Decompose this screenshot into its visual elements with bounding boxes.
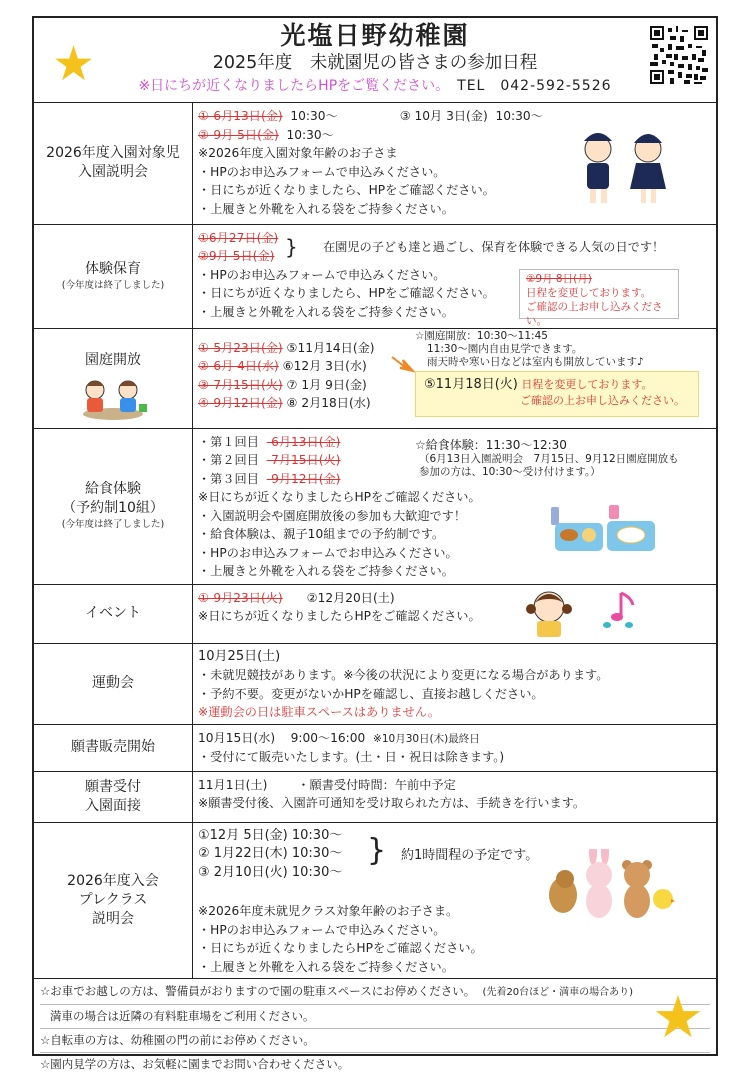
footer-line: ☆自転車の方は、幼稚園の門の前にお停めください。 bbox=[40, 1029, 710, 1053]
date-struck: ②-6月 4日(水) bbox=[198, 359, 279, 373]
label-text: 体験保育 bbox=[85, 260, 141, 277]
teien-change-box bbox=[415, 371, 699, 417]
preclass-line: ・上履きと外靴を入れる袋をご持参ください。 bbox=[198, 959, 454, 974]
uketsuke-line: ※願書受付後、入園許可通知を受け取られた方は、手続きを行います。 bbox=[198, 796, 586, 810]
date: ③ 2月10日(火) 10:30～ bbox=[198, 864, 343, 880]
animals-illustration bbox=[545, 849, 675, 923]
taiken-change-box bbox=[519, 269, 679, 327]
header bbox=[34, 18, 716, 103]
label-text: （予約制10組） bbox=[62, 500, 164, 516]
preclass-side: 約1時間程の予定です。 bbox=[401, 847, 539, 863]
date-struck: ①-5月23日(金) bbox=[198, 340, 283, 355]
time: 10:30～ bbox=[286, 127, 334, 142]
event-line: ※日にちが近くなりましたらHPをご確認ください。 bbox=[198, 609, 481, 623]
row-gansho-uketsuke bbox=[34, 771, 716, 822]
date-struck: -6月13日(金) bbox=[266, 434, 341, 449]
label-sub: (今年度は終了しました) bbox=[61, 279, 165, 291]
label-gansho-uketsuke: 願書受付 入園面接 bbox=[34, 771, 193, 822]
label-sub: (今年度は終了しました) bbox=[61, 519, 165, 530]
date: ①12月 5日(金) 10:30～ bbox=[198, 827, 343, 843]
page-subtitle: 2025年度 未就園児の皆さまの参加日程 bbox=[212, 53, 538, 73]
note-line: （6月13日入園説明会 7月15日、9月12日園庭開放も bbox=[419, 452, 679, 465]
label-taiken bbox=[34, 224, 193, 328]
note-line: ☆園庭開放：10:30～11:45 bbox=[415, 329, 548, 342]
schedule-table bbox=[34, 103, 716, 979]
taiken-side: 在園児の子ども達と過ごし、保育を体験できる人気の日です！ bbox=[323, 239, 665, 254]
setsumei-line: ※2026年度入園対象年齢のお子さま bbox=[198, 146, 398, 160]
hanbai-line: ・受付にて販売いたします。(土・日・祝日は除きます。) bbox=[198, 750, 505, 764]
date: 10月25日(土) bbox=[198, 648, 281, 664]
row-preclass bbox=[34, 822, 716, 979]
content-gansho-uketsuke bbox=[193, 771, 717, 822]
qr-code bbox=[650, 26, 708, 84]
setsumei-line: ・日にちが近くなりましたら、HPをご確認ください。 bbox=[198, 183, 495, 197]
taiken-line: ・上履きと外靴を入れる袋をご持参ください。 bbox=[198, 304, 454, 319]
preclass-line: ・日にちが近くなりましたらHPをご確認ください。 bbox=[198, 941, 483, 955]
box-date: ②9月 8日(月) bbox=[526, 272, 592, 285]
row-setsumei bbox=[34, 103, 716, 224]
star-icon: ★ bbox=[652, 983, 704, 1051]
time: 10:30～ bbox=[495, 109, 543, 123]
undokai-line: ・予約不要。変更がないかHPを確認し、直接お越しください。 bbox=[198, 686, 544, 701]
label-gansho-hanbai: 願書販売開始 bbox=[34, 724, 193, 771]
date-struck: ②9月 5日(金) bbox=[198, 249, 275, 263]
label-event: イベント bbox=[34, 584, 193, 643]
content-gansho-hanbai bbox=[193, 724, 717, 771]
kyushoku-line: ・入園説明会や園庭開放後の参加も大歓迎です！ bbox=[198, 508, 467, 523]
preclass-line: ・HPのお申込みフォームで申込みください。 bbox=[198, 922, 446, 937]
tel-number: TEL 042-592-5526 bbox=[457, 78, 612, 94]
children-illustration bbox=[73, 376, 153, 420]
box-text: ご確認の上お申し込みください。 bbox=[520, 393, 685, 407]
taiken-line: ・日にちが近くなりましたら、HPをご確認ください。 bbox=[198, 286, 495, 300]
kyushoku-line: ・HPのお申込みフォームでお申込みください。 bbox=[198, 545, 458, 560]
date: ③ 10月 3日(金) bbox=[399, 109, 488, 123]
time: ・願書受付時間：午前中予定 bbox=[297, 777, 456, 792]
schedule-frame bbox=[32, 16, 718, 1071]
taiken-line: ・HPのお申込みフォームで申込みください。 bbox=[198, 267, 446, 282]
note-line: 11:30～園内自由見学できます。 bbox=[427, 342, 583, 355]
time: 9:00～16:00 bbox=[290, 730, 366, 745]
footer-small: (先着20台ほど・満車の場合あり) bbox=[482, 987, 634, 998]
date-struck: ③-7月15日(火) bbox=[198, 377, 283, 392]
row-taiken bbox=[34, 224, 716, 328]
date-struck: -9月12日(金) bbox=[266, 471, 341, 486]
round: ・第３回目 bbox=[198, 471, 259, 486]
label-text: 園庭開放 bbox=[85, 351, 141, 368]
row-gansho-hanbai bbox=[34, 724, 716, 771]
undokai-warning: ※運動会の日は駐車スペースはありません。 bbox=[198, 705, 440, 719]
note: ※10月30日(木)最終日 bbox=[373, 732, 480, 745]
date-struck: ①-6月13日(金) bbox=[198, 109, 283, 123]
date: ②12月20日(土) bbox=[306, 590, 395, 605]
date: 11月1日(土) bbox=[198, 777, 268, 792]
girl-illustration bbox=[519, 587, 579, 639]
kyushoku-line: ※日にちが近くなりましたらHPをご確認ください。 bbox=[198, 490, 481, 504]
date-struck: -7月15日(火) bbox=[266, 453, 341, 467]
teien-note bbox=[415, 330, 644, 369]
kyushoku-note bbox=[415, 437, 679, 479]
setsumei-line: ・HPのお申込みフォームで申込みください。 bbox=[198, 164, 446, 179]
date-struck: ①-9月23日(火) bbox=[198, 590, 283, 605]
content-undokai bbox=[193, 643, 717, 724]
note-line: ☆給食体験：11:30～12:30 bbox=[415, 437, 567, 452]
kyushoku-line: ・上履きと外靴を入れる袋をご持参ください。 bbox=[198, 564, 454, 578]
kyushoku-line: ・給食体験は、親子10組までの予約制です。 bbox=[198, 527, 445, 541]
star-icon: ★ bbox=[52, 36, 96, 92]
row-event bbox=[34, 584, 716, 643]
date-struck: ④-9月12日(金) bbox=[198, 396, 283, 410]
note-line: 参加の方は、10:30～受け付けます。） bbox=[419, 465, 601, 478]
bracket-icon: } bbox=[367, 832, 387, 868]
row-kyushoku bbox=[34, 428, 716, 584]
preclass-line: ※2026年度未就児クラス対象年齢のお子さま。 bbox=[198, 904, 459, 918]
children-illustration bbox=[568, 123, 683, 209]
date: ② 1月22日(木) 10:30～ bbox=[198, 846, 343, 861]
hp-notice: ※日にちが近くなりましたらHPをご覧ください。 bbox=[138, 78, 450, 94]
label-text: 給食体験 bbox=[85, 481, 141, 497]
row-undokai bbox=[34, 643, 716, 724]
content-taiken bbox=[193, 224, 717, 328]
footer-line: ☆園内見学の方は、お気軽に園までお問い合わせください。 bbox=[40, 1057, 350, 1071]
page-title: 光塩日野幼稚園 bbox=[280, 21, 470, 50]
undokai-line: ・未就児競技があります。※今後の状況により変更になる場合があります。 bbox=[198, 668, 609, 682]
footer-notes bbox=[34, 979, 716, 1077]
label-preclass: 2026年度入会 プレクラス 説明会 bbox=[34, 822, 193, 979]
row-teien bbox=[34, 328, 716, 428]
date: 10月15日(水) bbox=[198, 730, 276, 745]
content-kyushoku bbox=[193, 428, 717, 584]
date: ⑤11月14日(金) bbox=[286, 340, 375, 355]
content-event bbox=[193, 584, 717, 643]
label-teien bbox=[34, 328, 193, 428]
box-text: 日程を変更しております。 bbox=[521, 377, 653, 391]
content-setsumei bbox=[193, 103, 717, 224]
box-text: 日程を変更しております。 bbox=[526, 286, 652, 299]
box-date: ⑤11月18日(火) bbox=[424, 376, 518, 392]
date-struck: ①6月27日(金) bbox=[198, 230, 279, 245]
content-preclass bbox=[193, 822, 717, 979]
label-setsumei: 2026年度入園対象児 入園説明会 bbox=[34, 103, 193, 224]
music-note-icon bbox=[601, 589, 639, 631]
content-teien bbox=[193, 328, 717, 428]
footer-line: ☆お車でお越しの方は、警備員がおりますので園の駐車スペースにお停めください。 bbox=[40, 984, 476, 998]
footer-line: 満車の場合は近隣の有料駐車場をご利用ください。 bbox=[40, 1005, 710, 1029]
arrow-icon bbox=[391, 355, 415, 373]
time: 10:30～ bbox=[290, 109, 338, 123]
header-notice bbox=[34, 75, 716, 97]
note-line: 雨天時や寒い日などは室内も開放しています♪ bbox=[427, 355, 644, 368]
setsumei-line: ・上履きと外靴を入れる袋をご持参ください。 bbox=[198, 201, 454, 216]
date: ⑧ 2月18日(水) bbox=[286, 396, 371, 410]
round: ・第１回目 bbox=[198, 434, 259, 449]
round: ・第２回目 bbox=[198, 453, 259, 467]
box-text: ご確認の上お申し込みください。 bbox=[526, 300, 663, 327]
lunch-illustration bbox=[549, 503, 661, 557]
date: ⑦ 1月 9日(金) bbox=[286, 377, 367, 392]
date: ⑥12月 3日(水) bbox=[282, 359, 367, 373]
label-kyushoku bbox=[34, 428, 193, 584]
label-undokai: 運動会 bbox=[34, 643, 193, 724]
date-struck: ②-9月 5日(金) bbox=[198, 127, 279, 142]
bracket-icon: } bbox=[285, 234, 298, 259]
